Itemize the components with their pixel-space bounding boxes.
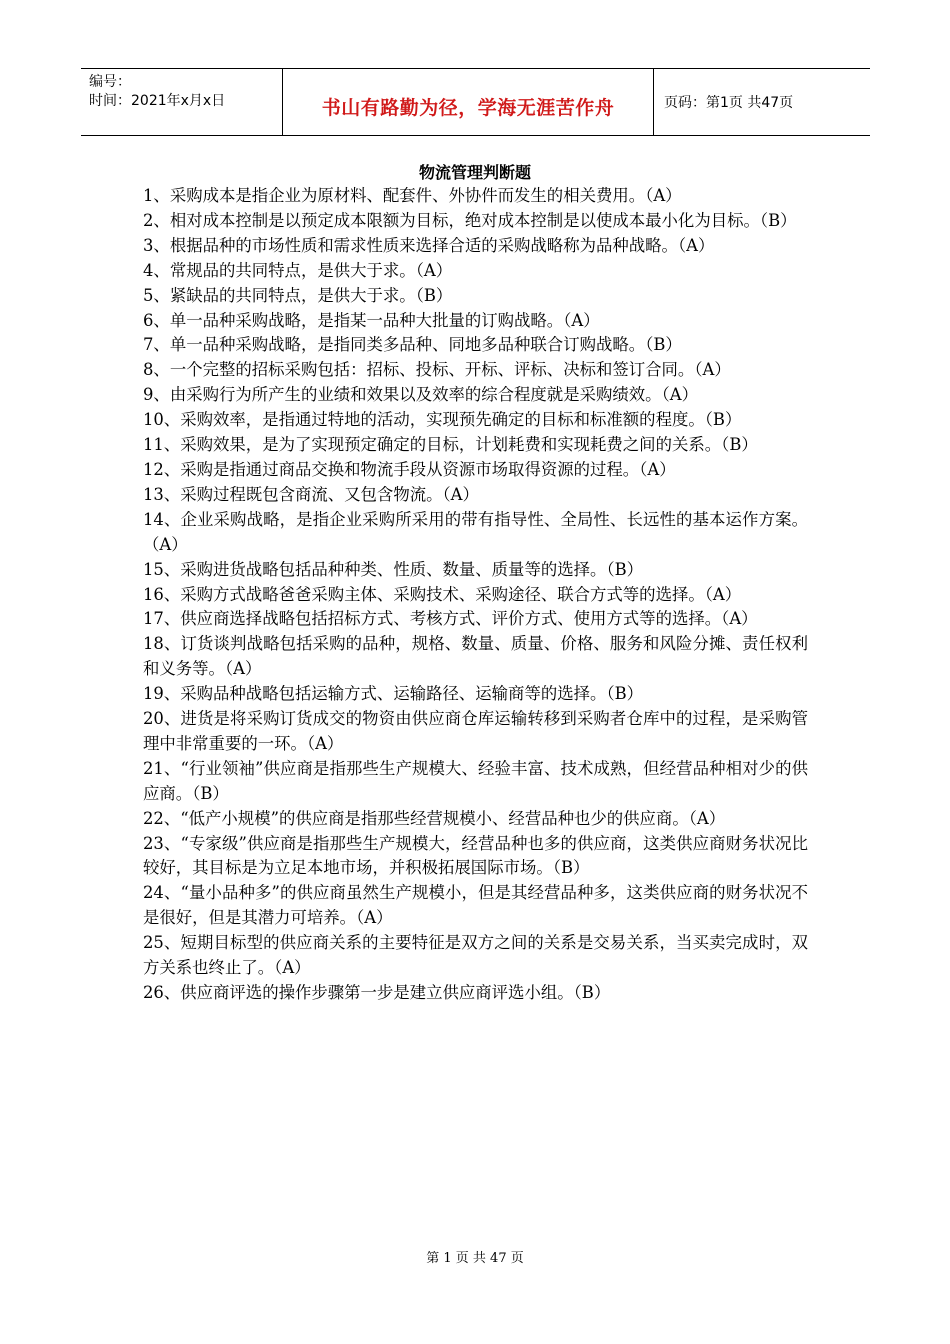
question-item: 7、单一品种采购战略，是指同类多品种、同地多品种联合订购战略。（B） xyxy=(143,335,682,355)
page-footer: 第 1 页 共 47 页 xyxy=(426,1251,524,1266)
motto-text: 书山有路勤为径，学海无涯苦作舟 xyxy=(321,97,615,119)
question-item: 25、短期目标型的供应商关系的主要特征是双方之间的关系是交易关系，当买卖完成时，双方关系也终止了。（A） xyxy=(143,933,808,978)
page-number-label: 页码：第1页 共47页 xyxy=(664,95,794,111)
question-item: 4、常规品的共同特点，是供大于求。（A） xyxy=(143,260,453,280)
document-title: 物流管理判断题 xyxy=(418,163,531,182)
question-item: 26、供应商评选的操作步骤第一步是建立供应商评选小组。（B） xyxy=(143,983,611,1002)
question-item: 19、采购品种战略包括运输方式、运输路径、运输商等的选择。（B） xyxy=(143,684,644,704)
header-left-cell xyxy=(81,69,282,135)
document-header xyxy=(81,68,870,136)
question-item: 6、单一品种采购战略，是指某一品种大批量的订购战略。（A） xyxy=(143,310,600,330)
question-item: 11、采购效果，是为了实现预定确定的目标，计划耗费和实现耗费之间的关系。（B） xyxy=(143,435,758,455)
question-item: 5、紧缺品的共同特点，是供大于求。（B） xyxy=(143,285,453,305)
question-item: 17、供应商选择战略包括招标方式、考核方式、评价方式、使用方式等的选择。（A） xyxy=(143,609,758,629)
question-list xyxy=(143,184,808,1006)
question-item: 22、“低产小规模”的供应商是指那些经营规模小、经营品种也少的供应商。（A） xyxy=(143,808,726,828)
question-item: 8、一个完整的招标采购包括：招标、投标、开标、评标、决标和签订合同。（A） xyxy=(143,360,731,380)
document-date-label: 时间：2021年x月x日 xyxy=(89,93,226,109)
question-item: 2、相对成本控制是以预定成本限额为目标，绝对成本控制是以使成本最小化为目标。（B） xyxy=(143,210,797,230)
question-item: 24、“量小品种多”的供应商虽然生产规模小，但是其经营品种多，这类供应商的财务状况不是很好，但是其潜力可培养。（A） xyxy=(143,883,808,928)
question-item: 23、“专家级”供应商是指那些生产规模大，经营品种也多的供应商，这类供应商财务状况比较好，其目标是为立足本地市场，并积极拓展国际市场。（B） xyxy=(143,833,808,878)
question-item: 13、采购过程既包含商流、又包含物流。（A） xyxy=(143,484,479,504)
question-item: 16、采购方式战略爸爸采购主体、采购技术、采购途径、联合方式等的选择。（A） xyxy=(143,584,742,604)
header-page-cell xyxy=(654,69,870,135)
question-item: 1、采购成本是指企业为原材料、配套件、外协件而发生的相关费用。（A） xyxy=(143,186,682,205)
question-item: 3、根据品种的市场性质和需求性质来选择合适的采购战略称为品种战略。（A） xyxy=(143,235,715,255)
question-item: 12、采购是指通过商品交换和物流手段从资源市场取得资源的过程。（A） xyxy=(143,459,676,479)
question-item: 9、由采购行为所产生的业绩和效果以及效率的综合程度就是采购绩效。（A） xyxy=(143,385,698,405)
document-number-label: 编号： xyxy=(89,74,131,90)
header-motto-cell xyxy=(282,69,654,135)
question-item: 14、企业采购战略，是指企业采购所采用的带有指导性、全局性、长远性的基本运作方案。（A） xyxy=(143,509,808,554)
question-item: 21、“行业领袖”供应商是指那些生产规模大、经验丰富、技术成熟，但经营品种相对少的供应商。（B） xyxy=(143,758,808,803)
question-item: 10、采购效率，是指通过特地的活动，实现预先确定的目标和标准额的程度。（B） xyxy=(143,410,742,430)
question-item: 20、进货是将采购订货成交的物资由供应商仓库运输转移到采购者仓库中的过程，是采购管理中非常重要的一环。（A） xyxy=(143,709,808,753)
question-item: 15、采购进货战略包括品种种类、性质、数量、质量等的选择。（B） xyxy=(143,559,644,579)
question-item: 18、订货谈判战略包括采购的品种，规格、数量、质量、价格、服务和风险分摊、责任权利和义务等。（A） xyxy=(143,634,808,679)
